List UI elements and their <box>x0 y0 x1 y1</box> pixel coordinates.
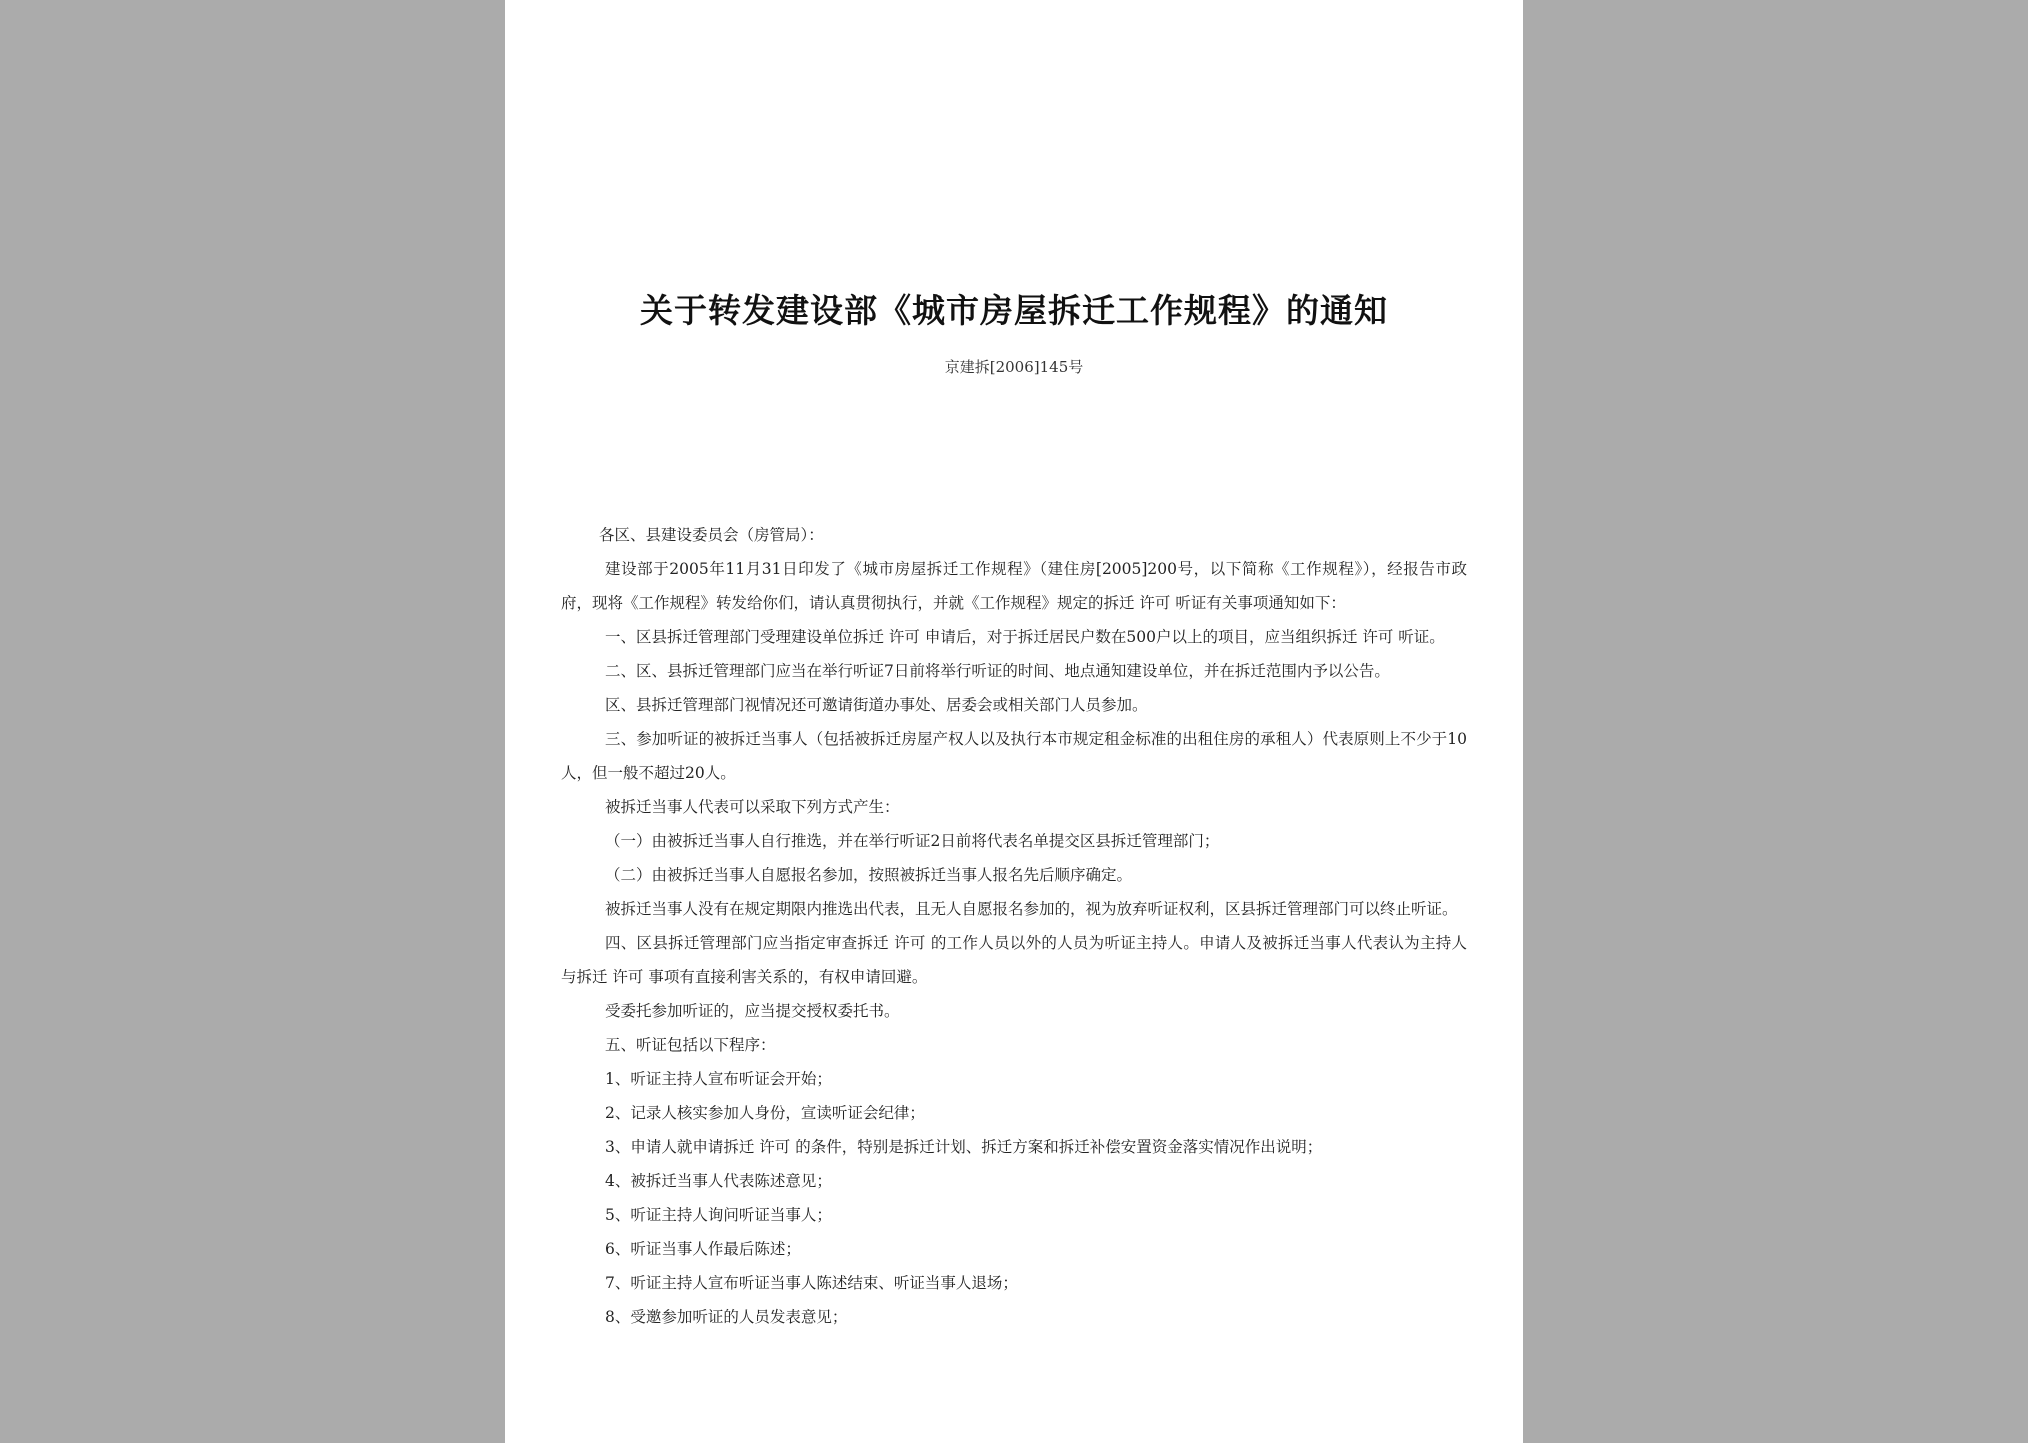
procedure-step-7: 7、听证主持人宣布听证当事人陈述结束、听证当事人退场； <box>605 1274 1018 1292</box>
paragraph-method-2: （二）由被拆迁当事人自愿报名参加，按照被拆迁当事人报名先后顺序确定。 <box>605 866 1133 884</box>
procedure-step-2: 2、记录人核实参加人身份，宣读听证会纪律； <box>605 1104 925 1122</box>
paragraph-method-1: （一）由被拆迁当事人自行推选，并在举行听证2日前将代表名单提交区县拆迁管理部门； <box>605 832 1220 850</box>
paragraph-item-3-methods: 被拆迁当事人代表可以采取下列方式产生： <box>605 798 900 816</box>
procedure-step-1: 1、听证主持人宣布听证会开始； <box>605 1070 832 1088</box>
paragraph-item-3-termination: 被拆迁当事人没有在规定期限内推选出代表，且无人自愿报名参加的，视为放弃听证权利，区县拆迁管理部门可以终止听证。 <box>605 900 1458 918</box>
paragraph-item-3: 三、参加听证的被拆迁当事人（包括被拆迁房屋产权人以及执行本市规定租金标准的出租住房的承租人）代表原则上不少于10人，但一般不超过20人。 <box>561 730 1467 782</box>
paragraph-item-4-proxy: 受委托参加听证的，应当提交授权委托书。 <box>605 1002 900 1020</box>
salutation: 各区、县建设委员会（房管局）： <box>599 526 824 544</box>
procedure-step-5: 5、听证主持人询问听证当事人； <box>605 1206 832 1224</box>
paragraph-item-4: 四、区县拆迁管理部门应当指定审查拆迁 许可 的工作人员以外的人员为听证主持人。申请人及被拆迁当事人代表认为主持人与拆迁 许可 事项有直接利害关系的，有权申请回避。 <box>561 934 1467 986</box>
document-body <box>561 518 1467 1334</box>
procedure-step-4: 4、被拆迁当事人代表陈述意见； <box>605 1172 832 1190</box>
document-page <box>505 0 1523 1443</box>
paragraph-item-2: 二、区、县拆迁管理部门应当在举行听证7日前将举行听证的时间、地点通知建设单位，并在拆迁范围内予以公告。 <box>605 662 1390 680</box>
procedure-step-6: 6、听证当事人作最后陈述； <box>605 1240 801 1258</box>
document-title: 关于转发建设部《城市房屋拆迁工作规程》的通知 <box>640 291 1388 330</box>
paragraph-item-2-note: 区、县拆迁管理部门视情况还可邀请街道办事处、居委会或相关部门人员参加。 <box>605 696 1148 714</box>
procedure-step-8: 8、受邀参加听证的人员发表意见； <box>605 1308 848 1326</box>
paragraph-item-5: 五、听证包括以下程序： <box>605 1036 776 1054</box>
paragraph-item-1: 一、区县拆迁管理部门受理建设单位拆迁 许可 申请后，对于拆迁居民户数在500户以上的项目，应当组织拆迁 许可 听证。 <box>605 628 1445 646</box>
procedure-step-3: 3、申请人就申请拆迁 许可 的条件，特别是拆迁计划、拆迁方案和拆迁补偿安置资金落实情况作出说明； <box>605 1138 1323 1156</box>
document-number: 京建拆[2006]145号 <box>944 358 1084 376</box>
paragraph-intro: 建设部于2005年11月31日印发了《城市房屋拆迁工作规程》（建住房[2005]200号，以下简称《工作规程》），经报告市政府，现将《工作规程》转发给你们，请认真贯彻执行，并就《工作规程》规定的拆迁 许可 听证有关事项通知如下： <box>561 560 1467 612</box>
